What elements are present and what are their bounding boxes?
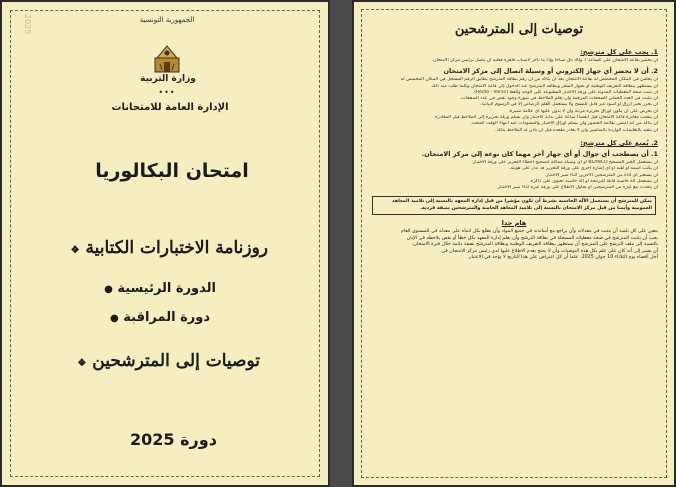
paragraph-line: أجل أقصاه يوم الثلاثاء 10 جوان 2025. علما أن كل اعتراض على هذا التاريخ لا يؤخذ في الاعتبار. [467,255,658,261]
rule-line: أن يتحدث مع غيره من المترشحين أو يحاول الاطلاع على ورقة غيره أثناء سير الاختبار. [496,185,658,191]
republic-label: الجمهورية التونسية [139,16,195,24]
page-gutter [330,0,352,487]
cover-item-catchup-session-label: دورة المراقبة [123,310,210,325]
important-paragraph [370,229,658,262]
cover-side-strip: 2025 [23,14,32,35]
rule-line: أن يثبت صحة المعطيات المدونة على ورقة الاختبار المطبوعة على الوجه والقفا (Recto - Verso). [472,89,658,95]
rule-line: أن يجلس في المكان المخصص له بقاعة الامتحان بعد أن يتأكد من أن رقم بطاقة المترشح يطابق الرقم المسجل في المكان المخصص له. [399,77,658,83]
rule-line: أن يتثبت في العدد الجملي للصفحات المرقمة وأن يعلم الملاحظ في صورة وجود نقص في عدد الصفحات. [459,96,658,102]
section-forbidden-heading: 2. يُمنع على كل مترشح: [580,138,658,147]
diamond-bullet-icon: ❖ [70,245,80,256]
rule-subheading: 1. أن يصطحب أي جوال أو أي جهاز آخر مهما كان نوعه إلى مركز الامتحان. [421,149,658,158]
rule-line: أن يحضر بقاعة الامتحان على الساعة 7 و30 دق صباحا وإذا ما تأخر لأسباب قاهرة فعليه أن يتصل برئيس مركز الامتحان. [431,58,658,63]
exam-title: امتحان البكالوريا [95,160,249,182]
section-must-heading: 1. يجب على كل مترشح: [580,48,658,56]
recommendations-page [352,0,676,487]
cover-page [0,0,330,487]
exams-administration-label: الإدارة العامة للامتحانات [111,102,229,113]
cover-item-catchup-session [104,310,210,325]
rule-line: أن يستعير أي أداة من المترشحين الآخرين أثناء سير الاختبار. [544,172,658,178]
rule-line: أن يحرر بحبر أزرق أو أسود غير قابل للمسح ولا يستعمل القلم الرصاص إلا في الرسوم البيانية. [479,102,658,108]
rule-line: أن يتقيد بالتعليمات الواردة بالمناشير وأن لا يغادر مقعده قبل أن يأذن له الملاحظ بذلك. [495,127,658,133]
diamond-bullet-icon: ❖ [77,358,87,369]
dot-bullet-icon: ● [104,284,113,295]
rule-line: أن يحرص على أن يكون أوراق تحريره مرتبة وأن لا يدون عليها أي علامة مميزة. [508,108,658,114]
paragraph-line: أن يشير إلى أنه كان على علم بكل هذه التوصيات وأن لا يحتج بعدم الاطلاع عليها لدى رئيس مركز الامتحان في [441,248,658,254]
rule-line: أن يستعمل آلة حاسبة قابلة للبرمجة أو آلة حاسبة تحتوي على ذاكرة. [529,178,658,184]
cover-item-schedule [65,238,268,258]
paragraph-line: يجب أن يتثبت المترشح في صحة معطياته المسجلة في بطاقة الترشح وأن يعلم إدارة المعهد بكل خطأ أو نقص يلاحظه في الإبان [406,235,658,241]
rule-line: أن يستظهر ببطاقة التعريف الوطنية أو بجواز السفر وبطاقة المترشح عند الدخول إلى قاعة الامتحان وكلما طلب منه ذلك. [430,83,658,89]
cover-item-recommendations-label: توصيات إلى المترشحين [92,351,260,371]
important-heading: هام جدا [501,219,527,228]
rule-line: أن يتجنب مغادرة قاعة الامتحان قبل انقضاء ساعة على بداية الاختبار وأن يسلم ورقة تحريره إلى الملاحظ قبل المغادرة. [433,115,658,121]
cover-item-main-session [98,281,216,296]
divider-dots: ••• [158,88,176,97]
calculator-note-box: يمكن للمترشح أن يستعمل الآلة الحاسبة بشرط أن تكون مؤشرا من قبل إدارة المعهد بالنسبة إلى تلاميذ المعاهد العمومية وأيضا من قبل مركز الامتحان بالنسبة إلى تلاميذ المعاهد الخاصة والمترشحين بصفة فردية. [372,196,656,215]
paragraph-line: بالنسبة إلى ملف الترشح على المترشح أن يستظهر ببطاقة التعريف الوطنية وبطاقة المترشح بصفة دائمة خلال فترة الامتحان. [411,242,658,248]
session-year: دورة 2025 [130,430,217,449]
rule-line: أن يستعمل الحبر المصحح BLANCO أو أي وسيلة مماثلة لتصحيح أخطاء التحرير على ورقة الاختبار. [471,159,658,165]
ministry-emblem-icon [152,40,182,74]
ministry-label: وزارة التربية [140,74,196,84]
paragraph-line: يتعين على كل تلميذ أن يتثبت في معدلاته وأن يراجع مع أساتذته في جميع المواد وأن يطلع بكل انتباه على معدله في المستوى العام [400,229,658,235]
rule-line: أن يكتب اسمه أو لقبه أو أي إشارة أخرى على ورقة التحرير قد تدل على هويته. [508,166,658,172]
dot-bullet-icon: ● [110,313,119,324]
recommendations-title: توصيات إلى المترشحين [454,22,584,37]
cover-item-main-session-label: الدورة الرئيسية [117,281,216,296]
cover-item-schedule-label: روزنامة الاختبارات الكتابية [85,238,268,258]
rule-line: أن يتأكد من أنه أمضى بقائمة الحضور وأن يسلم أوراق الاختبار والمسودات عند انتهاء الوقت المحدد. [470,121,658,127]
recommendations-content [370,46,658,262]
cover-item-recommendations [71,351,260,371]
rule-subheading: 2. أن لا يحضر أي جهاز إلكتروني أو وسيلة اتصال إلى مركز الامتحان [443,67,658,76]
